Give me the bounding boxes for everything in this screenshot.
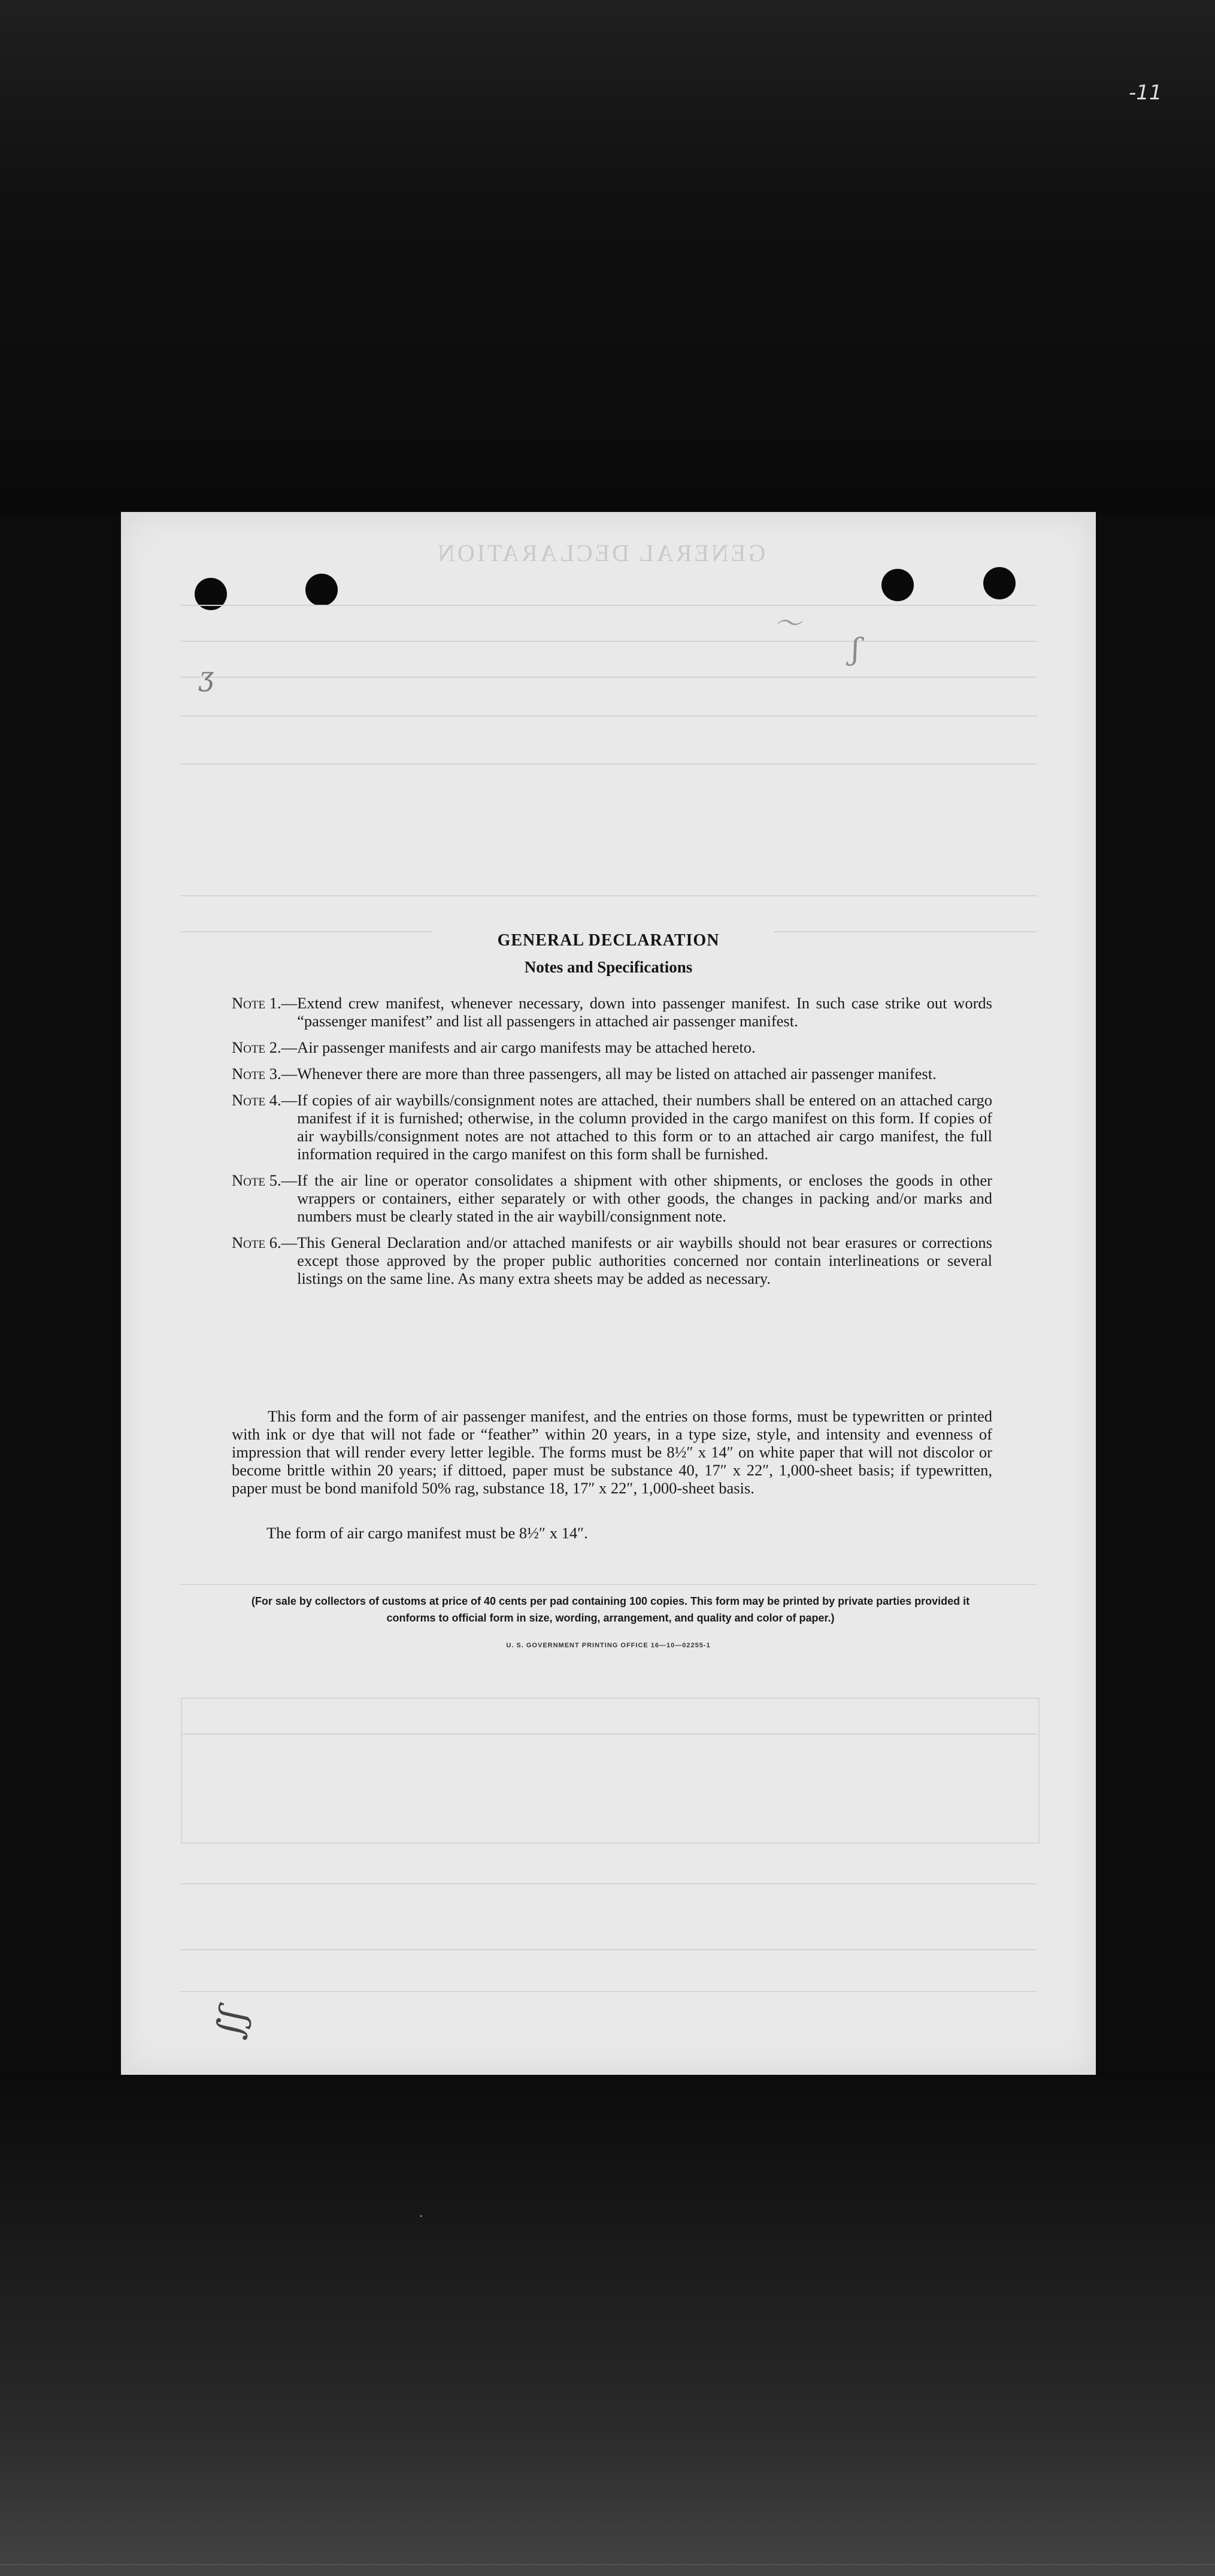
bleed-through-line: [181, 677, 1037, 678]
pen-stroke: 〜: [774, 607, 801, 640]
note-label: Note 5.—: [232, 1171, 298, 1189]
note-text: This General Declaration and/or attached manifests or air waybills should not bear erasures or corrections except those approved by the proper public authorities concerned nor contain interlineations or several listings on the same line. As many extra sheets may be added as necessary.: [297, 1234, 992, 1287]
scan-background-top: [0, 0, 1215, 515]
pen-stroke: ʒ: [199, 662, 214, 692]
page-subtitle: Notes and Specifications: [524, 958, 693, 976]
note-item: [232, 1234, 992, 1287]
note-label: Note 3.—: [232, 1065, 298, 1083]
note-text: Air passenger manifests and air cargo manifests may be attached hereto.: [297, 1038, 756, 1056]
scan-edge-line: [0, 2564, 1215, 2565]
notes-list: [232, 994, 992, 1296]
note-item: [232, 1065, 992, 1083]
punch-hole: [881, 569, 914, 601]
note-text: Extend crew manifest, whenever necessary, down into passenger manifest. In such case strike out words “passenger manifest” and list all passengers in attached air passenger manifest.: [297, 994, 992, 1030]
bleed-through-line: [181, 605, 1037, 606]
bleed-through-line: [181, 716, 1037, 717]
scan-background-bottom: [0, 2072, 1215, 2576]
corner-mark: -11: [1129, 81, 1162, 105]
edge-tick: ᐧ: [419, 2210, 423, 2225]
note-label: Note 2.—: [232, 1038, 298, 1056]
bleed-through-line: [181, 1883, 1037, 1884]
note-label: Note 1.—: [232, 994, 298, 1012]
punch-hole: [983, 567, 1016, 599]
note-text: Whenever there are more than three passengers, all may be listed on attached air passenger manifest.: [297, 1065, 937, 1083]
note-label: Note 4.—: [232, 1091, 298, 1109]
bleed-through-line: [181, 641, 1037, 642]
note-item: [232, 1091, 992, 1163]
bleed-through-line: [181, 895, 1037, 896]
printing-office-imprint: U. S. GOVERNMENT PRINTING OFFICE 16—10—02255-1: [506, 1642, 711, 1649]
pen-stroke: ʃ: [852, 632, 860, 666]
note-text: If copies of air waybills/consignment notes are attached, their numbers shall be entered on an attached cargo manifest if it is furnished; otherwise, in the column provided in the cargo manifest on this form. If copies of air waybills/consignment notes are not attached to this form or to an attached air cargo manifest, the full information required in the cargo manifest on this form shall be furnished.: [297, 1091, 992, 1163]
sale-note: (For sale by collectors of customs at price of 40 cents per pad containing 100 copies. This form may be printed by private parties provided it conforms to official form in size, wording, arrangement, and quality and color of paper.): [251, 1595, 970, 1624]
note-text: If the air line or operator consolidates a shipment with other shipments, or encloses the goods in other wrappers or containers, either separately or with other goods, the changes in packing and/or marks and numbers must be clearly stated in the air waybill/consignment note.: [297, 1171, 992, 1225]
bleed-through-line: [181, 1734, 1037, 1735]
cargo-manifest-size-line: The form of air cargo manifest must be 8½″ x 14″.: [266, 1524, 588, 1542]
note-label: Note 6.—: [232, 1234, 298, 1251]
note-item: [232, 994, 992, 1030]
specifications-paragraph: This form and the form of air passenger manifest, and the entries on those forms, must be typewritten or printed with ink or dye that will not fade or “feather” within 20 years, in a type size, style, and intensity and evenness of impression that will render every letter legible. The forms must be 8½″ x 14″ on white paper that will not discolor or become brittle within 20 years; if dittoed, paper must be substance 40, 17″ x 22″, 1,000-sheet basis; if typewritten, paper must be bond manifold 50% rag, substance 18, 17″ x 22″, 1,000-sheet basis.: [232, 1407, 992, 1497]
bleed-through-line: [181, 1949, 1037, 1950]
bleed-through-table: [181, 1698, 1040, 1844]
note-item: [232, 1038, 992, 1056]
bleed-through-text: GENERAL DECLARATION: [435, 540, 766, 566]
bleed-through-line: [181, 1584, 1037, 1585]
page-title: GENERAL DECLARATION: [497, 931, 720, 950]
note-item: [232, 1171, 992, 1225]
form-sheet: [121, 512, 1096, 2075]
bleed-through-line: [181, 763, 1037, 765]
bleed-through-line: [181, 1991, 1037, 1992]
pen-stroke: ∫ʃ: [208, 2006, 254, 2042]
punch-hole: [305, 574, 338, 606]
